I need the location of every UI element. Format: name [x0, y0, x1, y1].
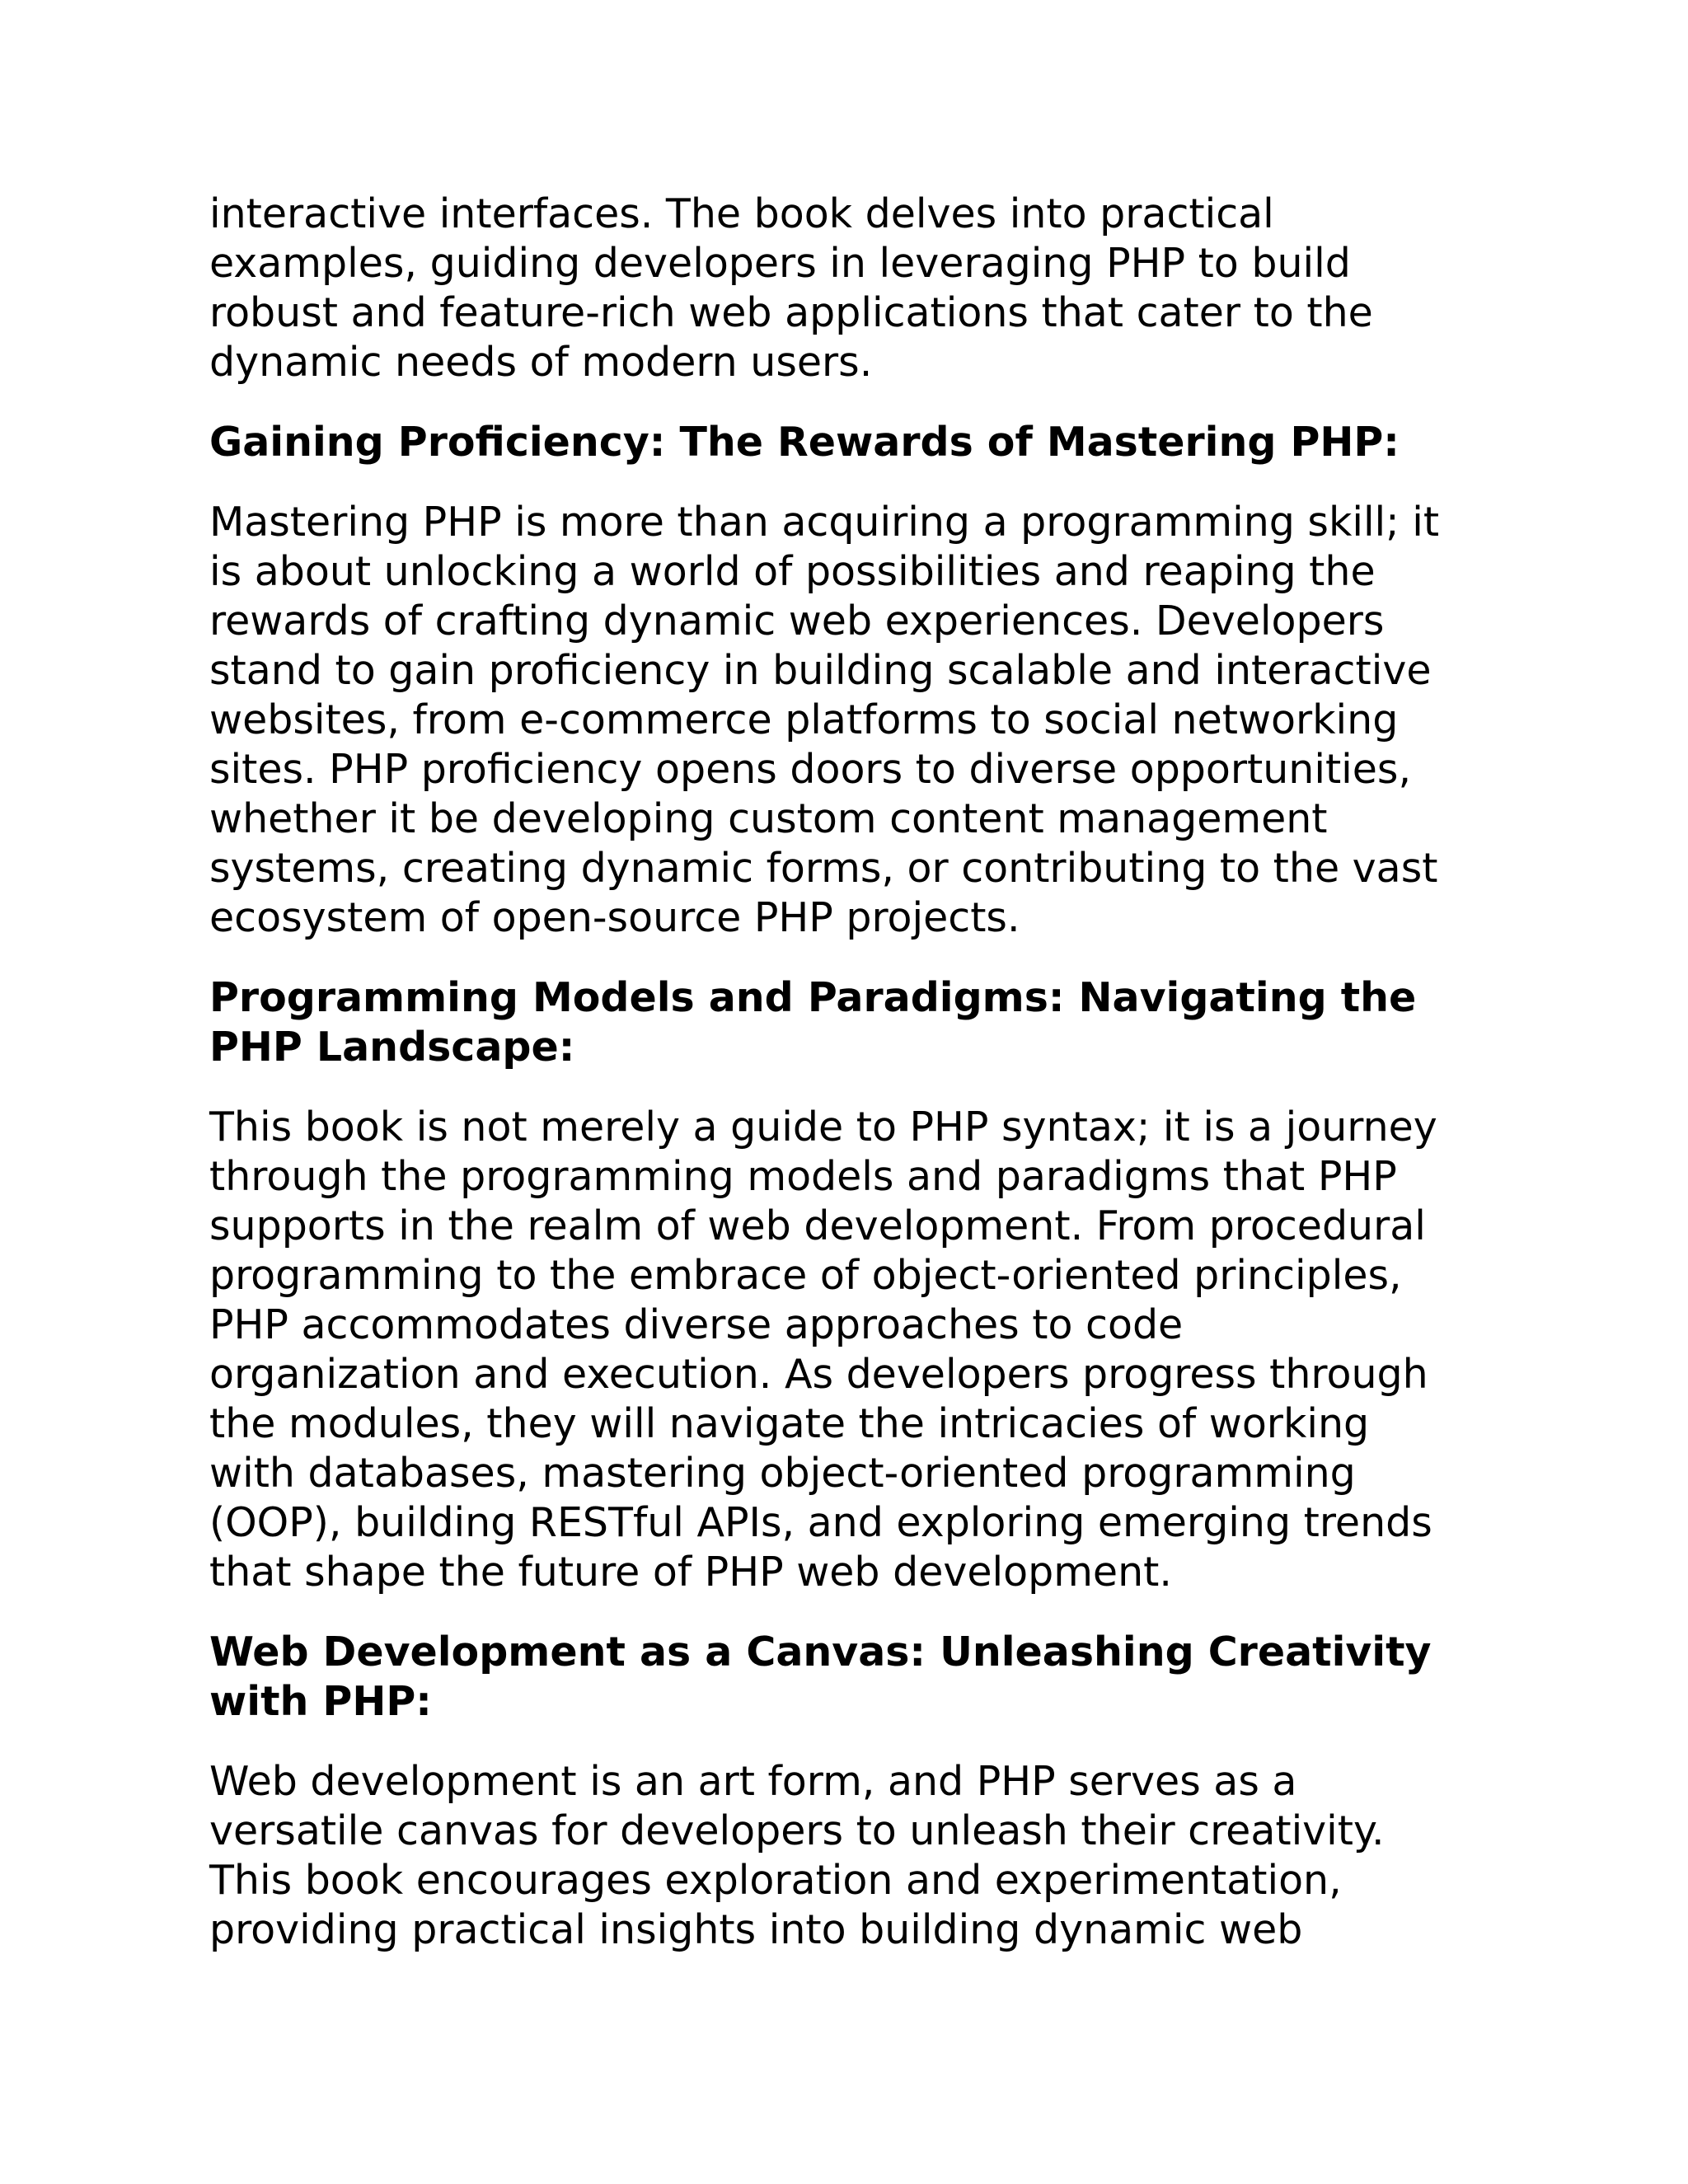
text-line: whether it be developing custom content management	[209, 795, 1328, 842]
paragraph-intro-continued	[209, 190, 1495, 387]
paragraph-mastering-php	[209, 498, 1495, 943]
paragraph-programming-models	[209, 1103, 1495, 1597]
heading-line: Programming Models and Paradigms: Navigating the	[209, 974, 1417, 1021]
text-line: versatile canvas for developers to unleash their creativity.	[209, 1807, 1385, 1854]
text-line: supports in the realm of web development. From procedural	[209, 1202, 1426, 1249]
text-line: examples, guiding developers in leveraging PHP to build	[209, 240, 1351, 287]
text-line: systems, creating dynamic forms, or contributing to the vast	[209, 845, 1438, 892]
text-line: PHP accommodates diverse approaches to code	[209, 1301, 1184, 1348]
section-heading-gaining-proficiency	[209, 418, 1495, 467]
text-line: This book encourages exploration and experimentation,	[209, 1857, 1342, 1904]
text-line: Web development is an art form, and PHP serves as a	[209, 1758, 1297, 1805]
text-line: sites. PHP proficiency opens doors to diverse opportunities,	[209, 746, 1412, 793]
text-line: that shape the future of PHP web development.	[209, 1549, 1172, 1596]
section-heading-programming-models	[209, 973, 1495, 1072]
text-line: the modules, they will navigate the intricacies of working	[209, 1400, 1370, 1447]
text-line: websites, from e-commerce platforms to social networking	[209, 696, 1399, 743]
paragraph-web-development-canvas	[209, 1757, 1495, 1955]
text-line: with databases, mastering object-oriented programming	[209, 1450, 1356, 1497]
document-page	[209, 190, 1495, 1955]
text-line: programming to the embrace of object-oriented principles,	[209, 1252, 1402, 1299]
text-line: stand to gain proficiency in building scalable and interactive	[209, 647, 1432, 694]
heading-line: Gaining Proficiency: The Rewards of Mastering PHP:	[209, 419, 1400, 466]
heading-line: PHP Landscape:	[209, 1024, 575, 1071]
text-line: through the programming models and paradigms that PHP	[209, 1153, 1397, 1200]
text-line: rewards of crafting dynamic web experiences. Developers	[209, 598, 1385, 644]
text-line: interactive interfaces. The book delves into practical	[209, 190, 1274, 237]
text-line: providing practical insights into building dynamic web	[209, 1906, 1303, 1953]
text-line: This book is not merely a guide to PHP syntax; it is a journey	[209, 1104, 1437, 1151]
text-line: organization and execution. As developers progress through	[209, 1351, 1428, 1398]
section-heading-web-development-canvas	[209, 1628, 1495, 1727]
text-line: robust and feature-rich web applications that cater to the	[209, 289, 1373, 336]
text-line: dynamic needs of modern users.	[209, 339, 873, 386]
text-line: ecosystem of open-source PHP projects.	[209, 894, 1020, 941]
heading-line: with PHP:	[209, 1678, 432, 1725]
text-line: Mastering PHP is more than acquiring a programming skill; it	[209, 499, 1440, 546]
text-line: is about unlocking a world of possibilities and reaping the	[209, 548, 1376, 595]
text-line: (OOP), building RESTful APIs, and exploring emerging trends	[209, 1499, 1432, 1546]
heading-line: Web Development as a Canvas: Unleashing Creativity	[209, 1629, 1432, 1675]
